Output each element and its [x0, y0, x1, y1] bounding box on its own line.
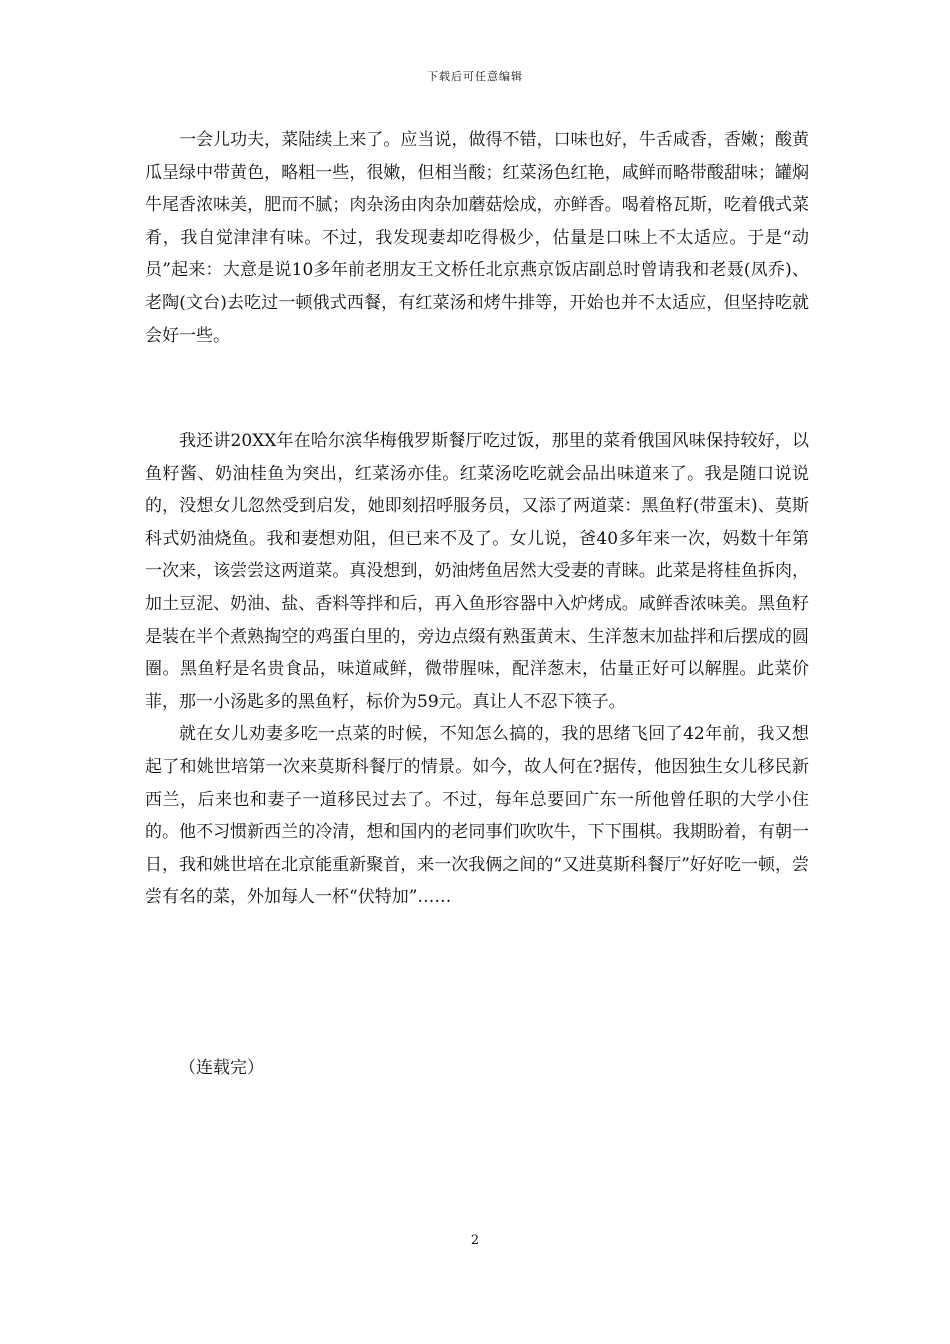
paragraph-3: 就在女儿劝妻多吃一点菜的时候，不知怎么搞的，我的思绪飞回了42年前，我又想起了和姚世培第一次来莫斯科餐厅的情景。如今，故人何在?据传，他因独生女儿移民新西兰，后来也和妻子一道移民过去了。不过，每年总要回广东一所他曾任职的大学小住的。他不习惯新西兰的冷清，想和国内的老同事们吹吹牛，下下围棋。我期盼着，有朝一日，我和姚世培在北京能重新聚首，来一次我俩之间的“又进莫斯科餐厅”好好吃一顿，尝尝有名的菜，外加每人一杯“伏特加”…… [145, 724, 809, 908]
page-number: 2 [470, 1233, 480, 1248]
paragraph-1: 一会儿功夫，菜陆续上来了。应当说，做得不错，口味也好，牛舌咸香，香嫩；酸黄瓜呈绿中带黄色，略粗一些，很嫩，但相当酸；红菜汤色红艳，咸鲜而略带酸甜味；罐焖牛尾香浓味美，肥而不腻；肉杂汤由肉杂加蘑菇烩成，亦鲜香。喝着格瓦斯，吃着俄式菜肴，我自觉津津有味。不过，我发现妻却吃得极少，估量是口味上不太适应。于是“动员”起来：大意是说10多年前老朋友王文桥任北京燕京饭店副总时曾请我和老聂(凤乔)、老陶(文台)去吃过一顿俄式西餐，有红菜汤和烤牛排等，开始也并不太适应，但坚持吃就会好一些。 [145, 130, 809, 346]
body-text-block-3 [145, 1052, 809, 1085]
page-header: 下载后可任意编辑 [427, 70, 523, 83]
paragraph-2: 我还讲20XX年在哈尔滨华梅俄罗斯餐厅吃过饭，那里的菜肴俄国风味保持较好，以鱼籽酱、奶油桂鱼为突出，红菜汤亦佳。红菜汤吃吃就会品出味道来了。我是随口说说的，没想女儿忽然受到启发，她即刻招呼服务员，又添了两道菜：黑鱼籽(带蛋末)、莫斯科式奶油烧鱼。我和妻想劝阻，但已来不及了。女儿说，爸40多年来一次，妈数十年第一次来，该尝尝这两道菜。真没想到，奶油烤鱼居然大受妻的青睐。此菜是将桂鱼拆肉，加土豆泥、奶油、盐、香料等拌和后，再入鱼形容器中入炉烤成。咸鲜香浓味美。黑鱼籽是装在半个煮熟掏空的鸡蛋白里的，旁边点缀有熟蛋黄末、生洋葱末加盐拌和后摆成的圆圈。黑鱼籽是名贵食品，味道咸鲜，微带腥味，配洋葱末，估量正好可以解腥。此菜价菲，那一小汤匙多的黑鱼籽，标价为59元。真让人不忍下筷子。 [145, 431, 809, 712]
closing-note: （连载完） [179, 1058, 264, 1078]
body-text-block-1 [145, 124, 809, 352]
body-text-block-2 [145, 425, 809, 914]
